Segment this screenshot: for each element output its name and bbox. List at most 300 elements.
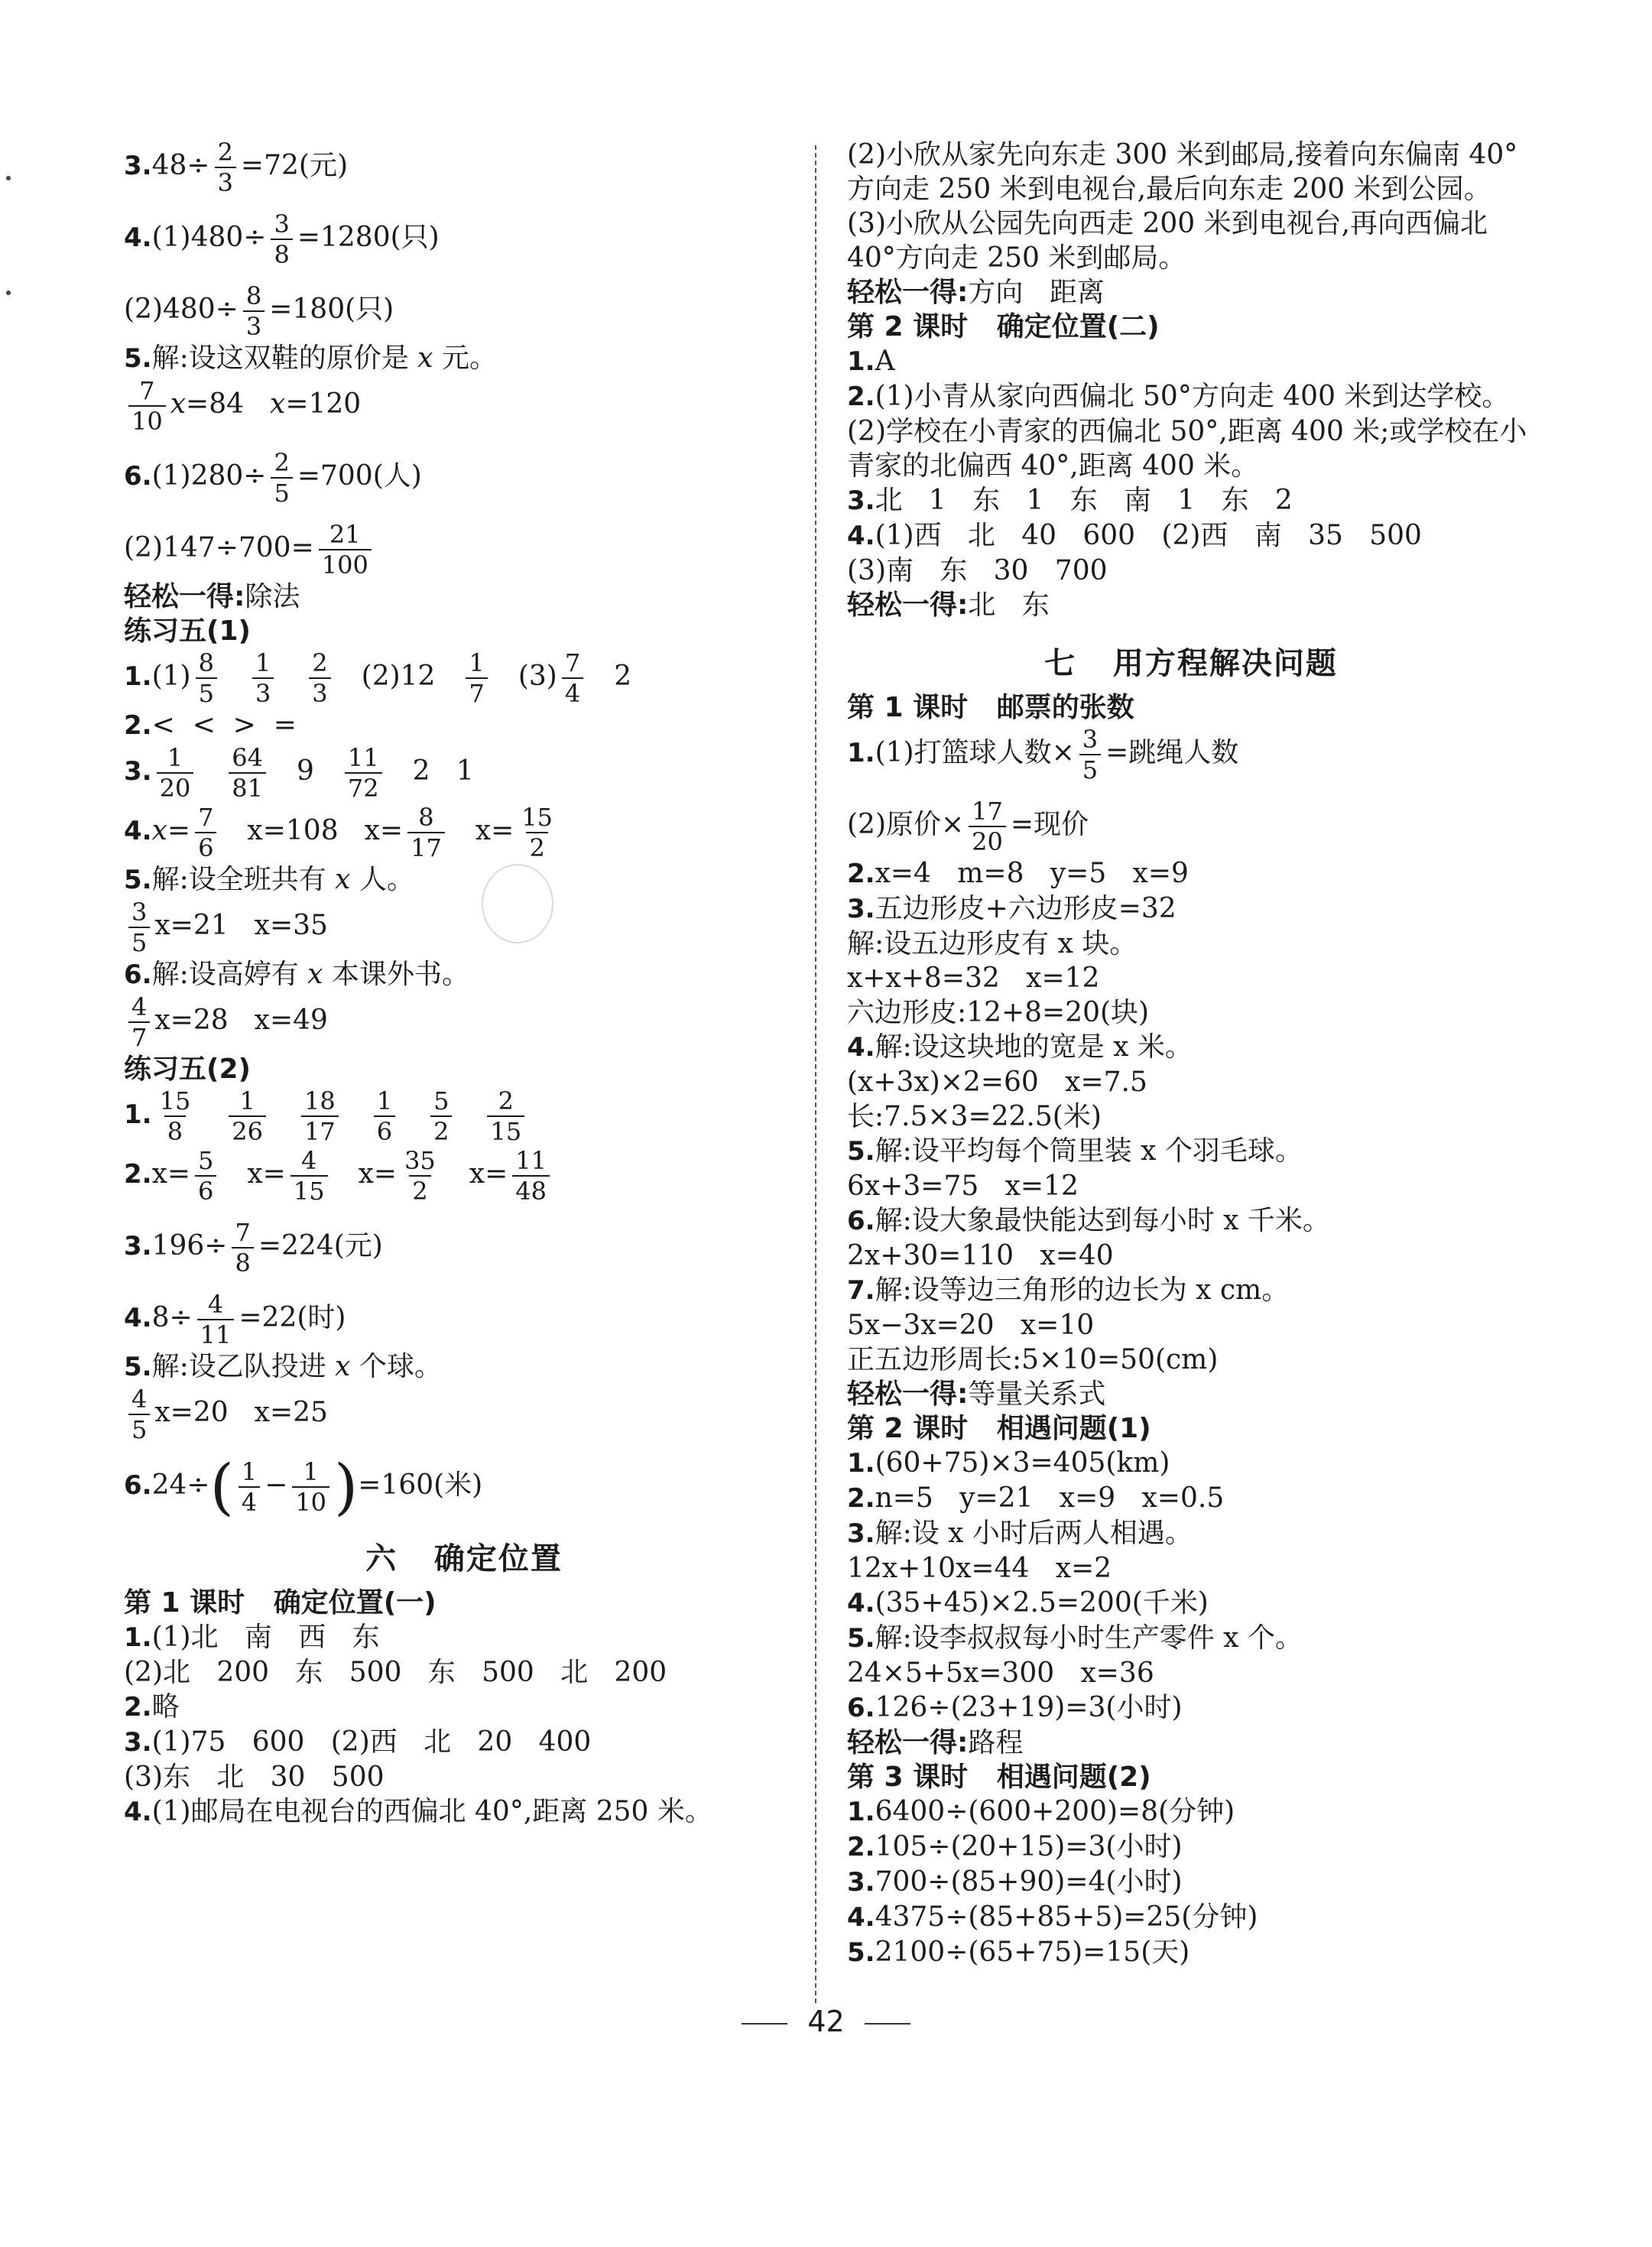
eq-7 bbox=[847, 1273, 1535, 1308]
expr: =跳绳人数 bbox=[1105, 737, 1239, 768]
expr: 48÷ bbox=[151, 150, 210, 181]
fraction bbox=[128, 1385, 150, 1444]
page-number-text: 42 bbox=[807, 2005, 845, 2038]
fraction bbox=[374, 1086, 395, 1146]
meet2-1 bbox=[847, 1794, 1535, 1830]
fraction bbox=[239, 1457, 260, 1517]
text: 北 1 东 1 东 南 1 东 2 bbox=[875, 485, 1293, 516]
eq-1b bbox=[847, 797, 1535, 856]
numerator: 2 bbox=[217, 138, 233, 167]
numerator: 2 bbox=[274, 448, 290, 477]
item-number: 5. bbox=[847, 1136, 875, 1167]
text: 五边形皮+六边形皮=32 bbox=[875, 893, 1177, 924]
section-title: 七 用方程解决问题 bbox=[1044, 646, 1338, 681]
denominator: 20 bbox=[157, 772, 194, 803]
numerator: 35 bbox=[404, 1146, 436, 1175]
denominator: 10 bbox=[292, 1486, 329, 1517]
text: 本课外书。 bbox=[331, 959, 469, 990]
text: 解:设大象最快能达到每小时 x 千米。 bbox=[875, 1205, 1330, 1236]
exercise2-6 bbox=[124, 1451, 804, 1522]
item-number: 3. bbox=[124, 151, 152, 181]
exercise2-5 bbox=[124, 1349, 804, 1385]
denominator: 8 bbox=[271, 239, 292, 269]
exercise2-5-eq bbox=[124, 1385, 804, 1444]
item-number: 5. bbox=[124, 865, 152, 895]
fraction bbox=[512, 1146, 550, 1206]
numerator: 8 bbox=[198, 648, 214, 677]
fraction bbox=[271, 448, 292, 508]
expr: = bbox=[167, 815, 191, 846]
expr: x=28 bbox=[154, 1005, 229, 1036]
item-number: 3. bbox=[124, 1231, 152, 1262]
fraction bbox=[309, 648, 330, 708]
denominator: 10 bbox=[128, 405, 166, 436]
fraction bbox=[430, 1086, 452, 1146]
summary-line bbox=[124, 580, 804, 614]
text: (1)小青从家向西偏北 50°方向走 400 米到达学校。 (2)学校在小青家的西偏北 50°,距离 400 米;或学校在小青家的北偏西 40°,距离 400 米。 bbox=[847, 381, 1527, 482]
denominator: 81 bbox=[229, 772, 266, 803]
text: 2100÷(65+75)=15(天) bbox=[875, 1937, 1190, 1968]
numerator: 4 bbox=[131, 1385, 148, 1414]
numerator: 3 bbox=[274, 209, 290, 239]
fraction bbox=[197, 1290, 235, 1349]
eq-6a: 2x+30=110 x=40 bbox=[847, 1240, 1114, 1271]
expr: =160(米) bbox=[358, 1469, 483, 1501]
expr: =现价 bbox=[1010, 809, 1089, 840]
loc-3 bbox=[124, 1725, 804, 1760]
exercise2-3 bbox=[124, 1218, 804, 1278]
numerator: 3 bbox=[131, 898, 148, 927]
numerator: 5 bbox=[198, 1146, 214, 1175]
denominator: 3 bbox=[252, 677, 274, 708]
text: x=4 m=8 y=5 x=9 bbox=[875, 858, 1189, 889]
exercise2-1 bbox=[124, 1086, 804, 1146]
item-number: 6. bbox=[124, 461, 152, 492]
denominator: 5 bbox=[128, 927, 150, 957]
fraction bbox=[487, 1086, 524, 1146]
exercise-1 bbox=[124, 648, 804, 708]
item-number: 2. bbox=[847, 859, 875, 889]
denominator: 100 bbox=[319, 549, 372, 580]
fraction bbox=[345, 743, 382, 803]
item-number: 6. bbox=[847, 1693, 875, 1723]
exercise2-4 bbox=[124, 1290, 804, 1349]
item-number: 2. bbox=[847, 382, 875, 412]
numerator: 1 bbox=[469, 648, 485, 677]
numerator: 15 bbox=[521, 803, 553, 832]
left-paren: ( bbox=[209, 1451, 234, 1522]
exercise-6 bbox=[124, 957, 804, 992]
expr: x=108 bbox=[247, 815, 339, 846]
meet2-4 bbox=[847, 1900, 1535, 1935]
item-number: 5. bbox=[847, 1937, 875, 1968]
numerator: 5 bbox=[433, 1086, 450, 1115]
exercise-heading: 练习五(1) bbox=[124, 615, 251, 647]
expr: (1)打篮球人数× bbox=[875, 737, 1075, 768]
expr: x=25 bbox=[254, 1397, 328, 1428]
item-number: 6. bbox=[847, 1206, 875, 1236]
numerator: 3 bbox=[1082, 725, 1099, 754]
fraction bbox=[128, 898, 150, 957]
item-number: 3. bbox=[847, 1867, 875, 1898]
text: 解:设等边三角形的边长为 x cm。 bbox=[875, 1274, 1290, 1306]
numerator: 1 bbox=[303, 1457, 319, 1486]
expr: x= bbox=[364, 815, 404, 846]
text: 解:设高婷有 bbox=[151, 959, 299, 990]
text: 126÷(23+19)=3(小时) bbox=[875, 1692, 1183, 1723]
loc-4-cont: (2)小欣从家先向东走 300 米到邮局,接着向东偏南 40°方向走 250 米到电视台,最后向东走 200 米到公园。 (3)小欣从公园先向西走 200 米到电视台,再向西偏北 40°方向走 250 米到邮局。 bbox=[847, 139, 1518, 274]
loc-2 bbox=[124, 1690, 804, 1725]
lesson-heading: 第 1 课时 确定位置(一) bbox=[124, 1587, 437, 1619]
item-number: 3. bbox=[124, 756, 152, 787]
numerator: 4 bbox=[131, 992, 148, 1021]
text: 解:设平均每个筒里装 x 个羽毛球。 bbox=[875, 1135, 1303, 1167]
answer-6-1 bbox=[124, 448, 804, 508]
eq-3c: 六边形皮:12+8=20(块) bbox=[847, 997, 1150, 1028]
denominator: 20 bbox=[969, 826, 1006, 856]
text: 解:设乙队投进 bbox=[151, 1351, 326, 1382]
denominator: 6 bbox=[195, 832, 216, 862]
numerator: 7 bbox=[139, 376, 155, 405]
text: (1)西 北 40 600 (2)西 南 35 500 bbox=[875, 520, 1422, 551]
denominator: 2 bbox=[409, 1175, 430, 1206]
pos2-3 bbox=[847, 483, 1535, 518]
answer-3 bbox=[124, 138, 804, 197]
summary-label: 轻松一得: bbox=[847, 1727, 969, 1758]
expr: =224(元) bbox=[258, 1230, 383, 1262]
text: (1)北 南 西 东 bbox=[151, 1622, 380, 1653]
exercise-heading: 练习五(2) bbox=[124, 1054, 251, 1085]
expr: 8÷ bbox=[151, 1302, 193, 1333]
summary-line bbox=[847, 1377, 1535, 1411]
denominator: 3 bbox=[243, 310, 265, 341]
meet1-6 bbox=[847, 1690, 1535, 1726]
meet1-3 bbox=[847, 1516, 1535, 1551]
exercise-5 bbox=[124, 862, 804, 898]
fraction bbox=[466, 648, 487, 708]
item-number: 2. bbox=[847, 1483, 875, 1514]
margin-mark bbox=[6, 176, 11, 180]
numerator: 4 bbox=[301, 1146, 317, 1175]
item-number: 4. bbox=[124, 222, 152, 253]
numerator: 1 bbox=[376, 1086, 393, 1115]
answer-5-eq bbox=[124, 376, 804, 436]
denominator: 6 bbox=[374, 1115, 395, 1146]
item-number: 2. bbox=[124, 1692, 152, 1723]
item-number: 5. bbox=[847, 1623, 875, 1654]
numerator: 1 bbox=[255, 648, 271, 677]
numerator: 18 bbox=[304, 1086, 336, 1115]
loc-1b: (2)北 200 东 500 东 500 北 200 bbox=[124, 1657, 667, 1688]
item-number: 3. bbox=[847, 1518, 875, 1549]
numerator: 1 bbox=[239, 1086, 255, 1115]
expr: x= bbox=[469, 1158, 508, 1190]
exercise2-2 bbox=[124, 1146, 804, 1206]
summary-text: 方向 距离 bbox=[968, 277, 1105, 308]
item-number: 4. bbox=[847, 1902, 875, 1933]
item-number: 5. bbox=[124, 343, 152, 374]
right-column bbox=[847, 138, 1535, 1970]
denominator: 15 bbox=[290, 1175, 328, 1206]
text: 解:设这块地的宽是 x 米。 bbox=[875, 1031, 1193, 1063]
item-number: 4. bbox=[847, 521, 875, 551]
numerator: 7 bbox=[198, 803, 214, 832]
expr: − bbox=[265, 1469, 288, 1501]
meet1-3a: 12x+10x=44 x=2 bbox=[847, 1553, 1112, 1584]
answer-6-2 bbox=[124, 520, 804, 580]
column-divider bbox=[815, 145, 816, 2003]
eq-5a: 6x+3=75 x=12 bbox=[847, 1171, 1079, 1202]
item-number: 1. bbox=[847, 346, 875, 377]
lesson-heading: 第 2 课时 相遇问题(1) bbox=[847, 1413, 1151, 1444]
meet1-2 bbox=[847, 1481, 1535, 1516]
text: (1)75 600 (2)西 北 20 400 bbox=[151, 1726, 592, 1758]
fraction bbox=[128, 376, 166, 436]
exercise-5-eq bbox=[124, 898, 804, 957]
fraction bbox=[301, 1086, 339, 1146]
meet2-5 bbox=[847, 1935, 1535, 1970]
expr: =700(人) bbox=[297, 460, 422, 492]
expr: (2)480÷ bbox=[124, 294, 239, 325]
pos2-2 bbox=[847, 379, 1535, 483]
summary-line bbox=[847, 1726, 1535, 1760]
eq-1 bbox=[847, 725, 1535, 784]
item-number: 1. bbox=[847, 738, 875, 768]
numerator: 4 bbox=[207, 1290, 224, 1319]
summary-line bbox=[847, 588, 1535, 622]
exercise-3 bbox=[124, 743, 804, 803]
meet1-1 bbox=[847, 1446, 1535, 1481]
exercise-4 bbox=[124, 803, 804, 862]
denominator: 2 bbox=[430, 1115, 452, 1146]
denominator: 15 bbox=[487, 1115, 524, 1146]
denominator: 17 bbox=[301, 1115, 339, 1146]
summary-text: 北 东 bbox=[968, 589, 1050, 621]
loc-3b: (3)东 北 30 500 bbox=[124, 1762, 385, 1793]
expr: (2)147÷700= bbox=[124, 532, 314, 563]
item-number: 1. bbox=[847, 1448, 875, 1479]
fraction bbox=[195, 803, 216, 862]
right-paren: ) bbox=[334, 1451, 359, 1522]
meet1-5 bbox=[847, 1621, 1535, 1656]
fraction bbox=[252, 648, 274, 708]
numerator: 1 bbox=[241, 1457, 258, 1486]
text: (1)邮局在电视台的西偏北 40°,距离 250 米。 bbox=[151, 1796, 712, 1827]
text: 105÷(20+15)=3(小时) bbox=[875, 1831, 1183, 1862]
item-number: 1. bbox=[124, 1099, 152, 1130]
item-number: 3. bbox=[847, 894, 875, 924]
denominator: 6 bbox=[195, 1175, 216, 1206]
fraction bbox=[319, 520, 372, 580]
text: 略 bbox=[151, 1691, 180, 1723]
item-number: 3. bbox=[847, 485, 875, 516]
numerator: 17 bbox=[972, 797, 1003, 826]
expr: x= bbox=[247, 1158, 286, 1190]
expr: < < > = bbox=[151, 709, 297, 741]
fraction bbox=[401, 1146, 439, 1206]
numerator: 2 bbox=[498, 1086, 514, 1115]
variable: x bbox=[151, 815, 167, 846]
denominator: 3 bbox=[215, 167, 236, 197]
answer-4-2 bbox=[124, 281, 804, 341]
expr: (3) bbox=[518, 661, 557, 692]
item-number: 2. bbox=[124, 710, 152, 741]
pos2-4 bbox=[847, 518, 1535, 554]
meet2-3 bbox=[847, 1865, 1535, 1900]
eq-4b: 长:7.5×3=22.5(米) bbox=[847, 1101, 1102, 1132]
fraction bbox=[290, 1146, 328, 1206]
expr: =180(只) bbox=[269, 294, 394, 325]
variable: x bbox=[170, 388, 187, 420]
variable: x bbox=[335, 864, 351, 895]
denominator: 4 bbox=[239, 1486, 260, 1517]
answer-5 bbox=[124, 341, 804, 376]
summary-label: 轻松一得: bbox=[847, 589, 969, 621]
meet1-4 bbox=[847, 1586, 1535, 1621]
denominator: 4 bbox=[562, 677, 583, 708]
lesson-heading: 第 2 课时 确定位置(二) bbox=[847, 311, 1160, 343]
numerator: 21 bbox=[329, 520, 361, 549]
expr: 2 1 bbox=[412, 755, 474, 787]
variable: x bbox=[417, 343, 433, 374]
numerator: 1 bbox=[167, 743, 183, 772]
fraction bbox=[196, 648, 217, 708]
text: 6400÷(600+200)=8(分钟) bbox=[875, 1796, 1235, 1827]
expr: =22(时) bbox=[239, 1302, 346, 1333]
fraction bbox=[229, 1086, 266, 1146]
denominator: 5 bbox=[128, 1414, 150, 1444]
text: 700÷(85+90)=4(小时) bbox=[875, 1866, 1183, 1898]
exercise-6-eq bbox=[124, 992, 804, 1052]
item-number: 3. bbox=[124, 1727, 152, 1758]
text: 元。 bbox=[441, 343, 497, 374]
expr: =72(元) bbox=[240, 150, 348, 181]
item-number: 1. bbox=[847, 1797, 875, 1827]
fraction bbox=[215, 138, 236, 197]
fraction bbox=[1079, 725, 1101, 784]
summary-label: 轻松一得: bbox=[847, 1378, 969, 1410]
variable: x bbox=[270, 388, 286, 420]
item-number: 5. bbox=[124, 1352, 152, 1382]
item-number: 1. bbox=[124, 661, 152, 692]
eq-3a: 解:设五边形皮有 x 块。 bbox=[847, 928, 1138, 960]
exercise-2 bbox=[124, 708, 804, 743]
item-number: 2. bbox=[124, 1159, 152, 1190]
numerator: 7 bbox=[564, 648, 581, 677]
fraction bbox=[518, 803, 556, 862]
pos2-4b: (3)南 东 30 700 bbox=[847, 555, 1108, 586]
numerator: 7 bbox=[235, 1218, 251, 1247]
eq-6 bbox=[847, 1203, 1535, 1239]
fraction bbox=[562, 648, 583, 708]
margin-mark bbox=[6, 291, 11, 295]
fraction bbox=[243, 281, 265, 341]
expr: x= bbox=[475, 815, 514, 846]
fraction bbox=[157, 743, 194, 803]
expr: x=21 bbox=[154, 910, 229, 941]
item-number: 2. bbox=[847, 1832, 875, 1862]
denominator: 7 bbox=[466, 677, 487, 708]
left-column bbox=[124, 138, 804, 1830]
denominator: 5 bbox=[271, 477, 292, 508]
expr: 24÷ bbox=[151, 1469, 210, 1501]
eq-2 bbox=[847, 856, 1535, 891]
item-number: 1. bbox=[124, 1622, 152, 1653]
summary-line bbox=[847, 275, 1535, 310]
text: 解:设李叔叔每小时生产零件 x 个。 bbox=[875, 1622, 1303, 1654]
expr: =1280(只) bbox=[297, 222, 440, 253]
eq-7a: 5x−3x=20 x=10 bbox=[847, 1310, 1095, 1341]
text: (60+75)×3=405(km) bbox=[875, 1447, 1170, 1479]
eq-3 bbox=[847, 891, 1535, 927]
numerator: 8 bbox=[245, 281, 262, 310]
item-number: 4. bbox=[124, 816, 152, 846]
fraction bbox=[292, 1457, 329, 1517]
section-title: 六 确定位置 bbox=[365, 1541, 563, 1576]
item-number: 6. bbox=[124, 1470, 152, 1501]
denominator: 8 bbox=[164, 1115, 186, 1146]
lesson-heading: 第 1 课时 邮票的张数 bbox=[847, 692, 1134, 723]
expr: (1) bbox=[151, 661, 191, 692]
meet2-2 bbox=[847, 1830, 1535, 1865]
expr: x= bbox=[151, 1158, 191, 1190]
denominator: 11 bbox=[197, 1319, 235, 1349]
expr: 2 bbox=[614, 661, 632, 692]
text: 4375÷(85+85+5)=25(分钟) bbox=[875, 1901, 1258, 1933]
numerator: 64 bbox=[232, 743, 264, 772]
fraction bbox=[229, 743, 266, 803]
pos2-1 bbox=[847, 344, 1535, 379]
text: 人。 bbox=[359, 864, 414, 895]
numerator: 2 bbox=[312, 648, 328, 677]
page-number bbox=[0, 2005, 1652, 2038]
denominator: 17 bbox=[407, 832, 445, 862]
eq-3b: x+x+8=32 x=12 bbox=[847, 963, 1100, 994]
denominator: 2 bbox=[526, 832, 547, 862]
fraction bbox=[969, 797, 1006, 856]
item-number: 4. bbox=[847, 1032, 875, 1063]
meet1-5a: 24×5+5x=300 x=36 bbox=[847, 1658, 1154, 1689]
denominator: 72 bbox=[345, 772, 382, 803]
item-number: 4. bbox=[124, 1797, 152, 1827]
expr: 196÷ bbox=[151, 1230, 228, 1262]
numerator: 15 bbox=[159, 1086, 191, 1115]
eq-7b: 正五边形周长:5×10=50(cm) bbox=[847, 1344, 1219, 1375]
denominator: 5 bbox=[1079, 754, 1101, 784]
text: (35+45)×2.5=200(千米) bbox=[875, 1587, 1209, 1619]
expr: (1)480÷ bbox=[151, 222, 267, 253]
fraction bbox=[128, 992, 150, 1052]
denominator: 3 bbox=[309, 677, 330, 708]
denominator: 8 bbox=[232, 1247, 253, 1278]
fraction bbox=[232, 1218, 253, 1278]
text: 解:设全班共有 bbox=[151, 864, 326, 895]
answer-4-1 bbox=[124, 209, 804, 269]
loc-4 bbox=[124, 1794, 804, 1830]
fraction bbox=[195, 1146, 216, 1206]
denominator: 26 bbox=[229, 1115, 266, 1146]
variable: x bbox=[307, 959, 323, 990]
text: 个球。 bbox=[359, 1351, 442, 1382]
item-number: 4. bbox=[847, 1588, 875, 1619]
summary-text: 除法 bbox=[245, 581, 300, 612]
numerator: 8 bbox=[418, 803, 434, 832]
expr: =120 bbox=[285, 388, 362, 420]
text: A bbox=[875, 346, 895, 377]
expr: =84 bbox=[186, 388, 245, 420]
expr: x=49 bbox=[254, 1005, 328, 1036]
expr: x=20 bbox=[154, 1397, 229, 1428]
